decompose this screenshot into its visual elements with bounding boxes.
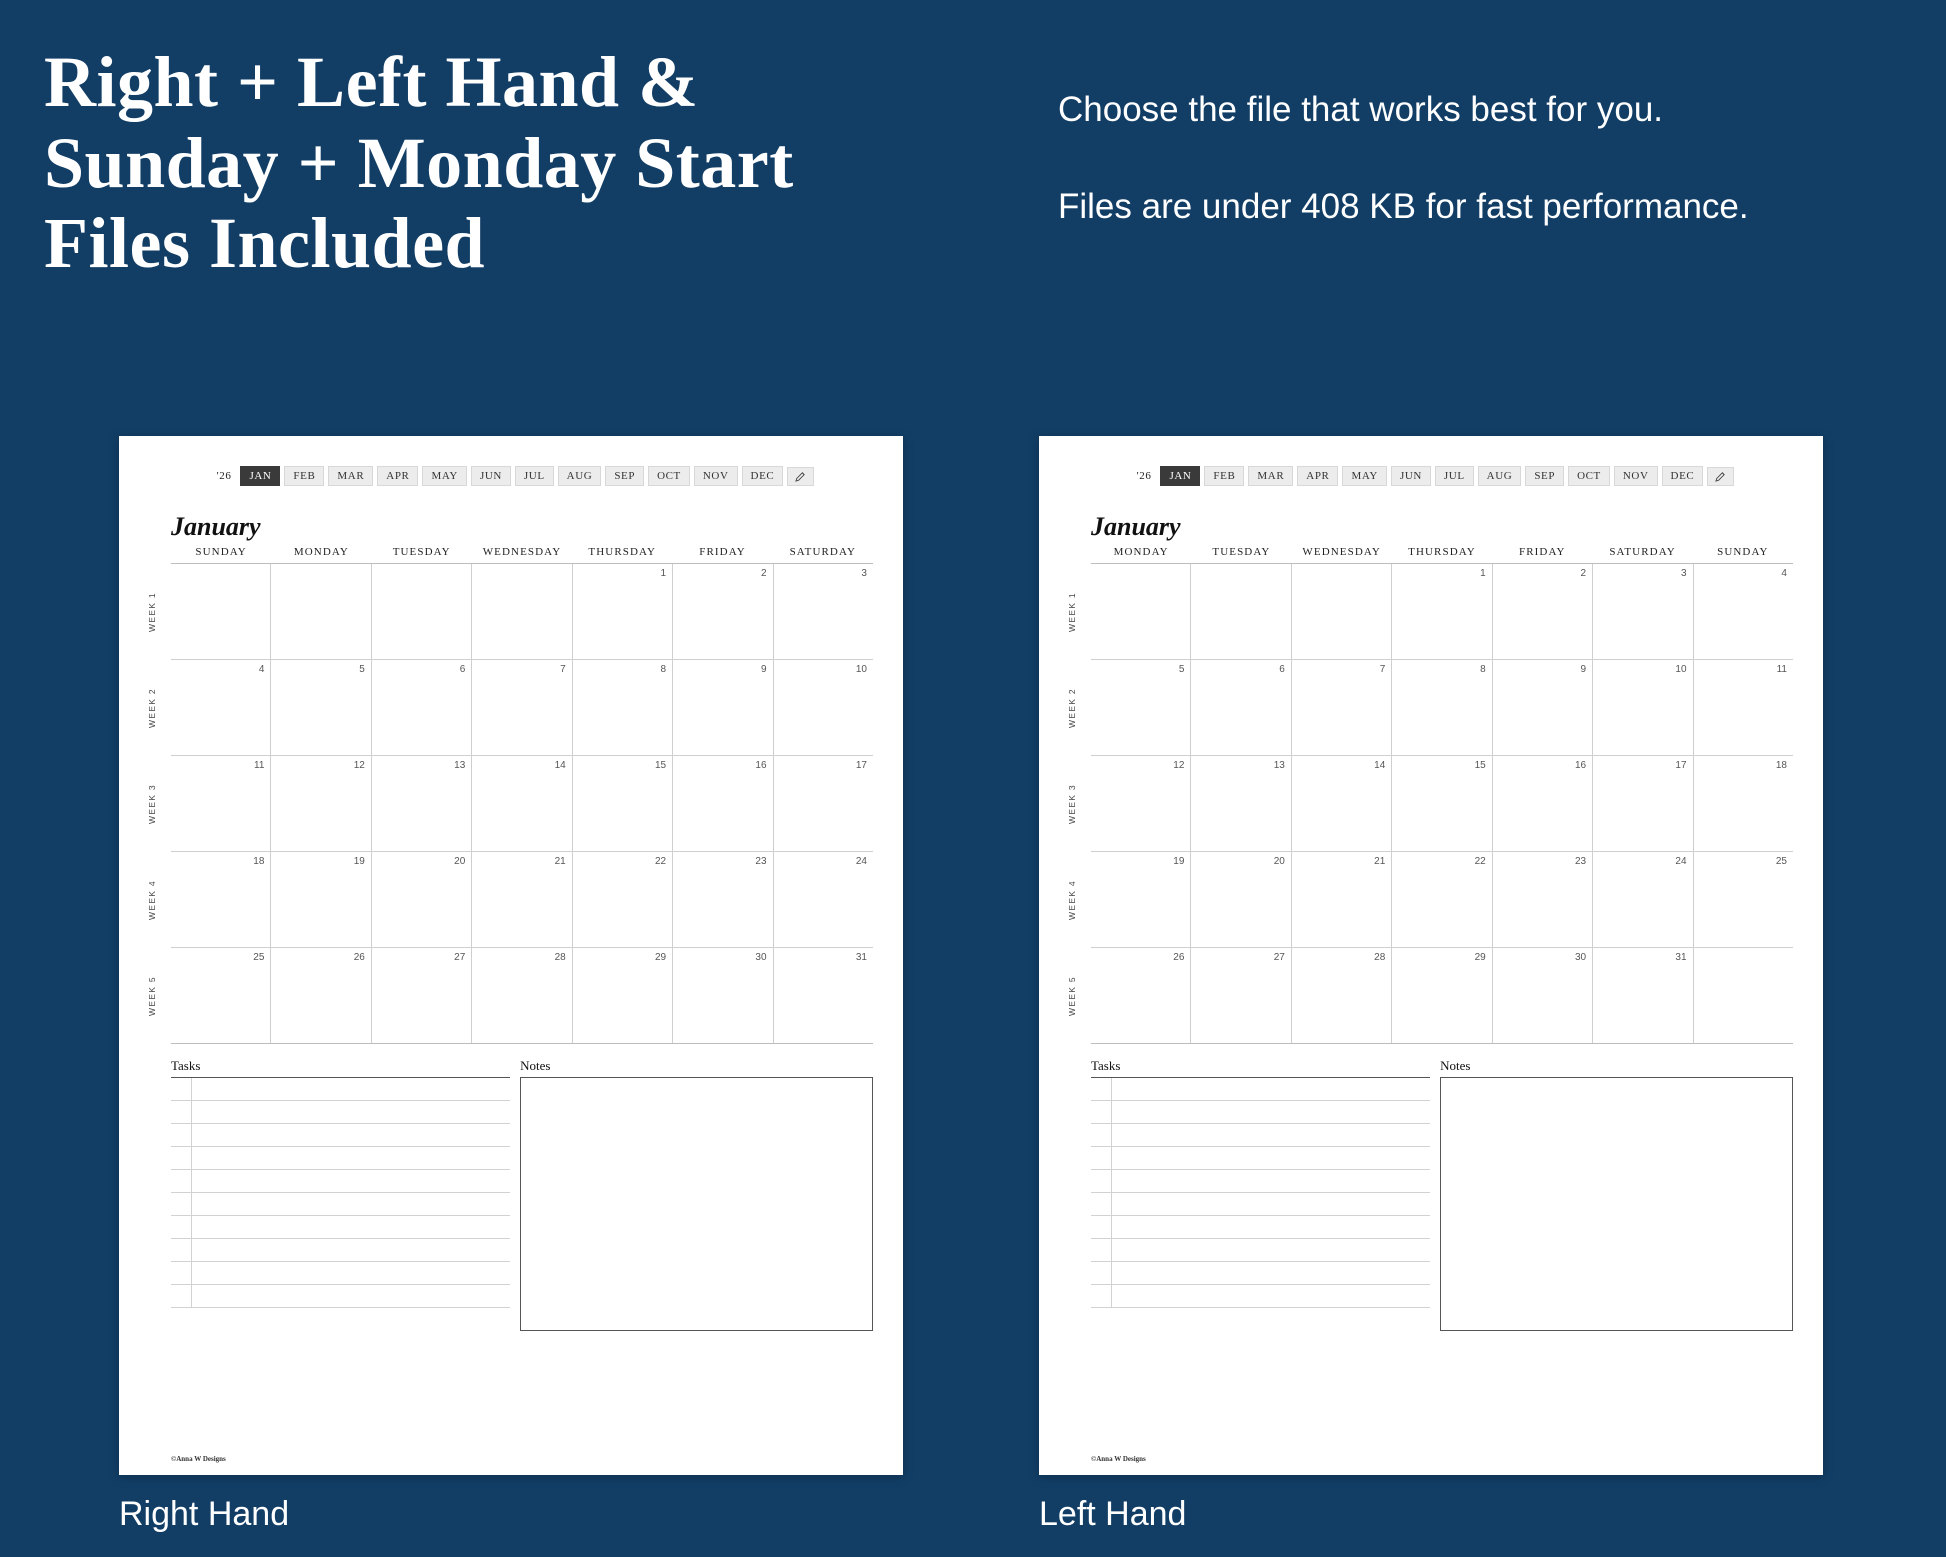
day-cell[interactable] (271, 756, 371, 851)
day-number: 18 (253, 856, 265, 867)
task-line[interactable] (1091, 1101, 1430, 1124)
day-number: 24 (1675, 856, 1687, 867)
day-cell[interactable] (372, 564, 472, 659)
weekday-header-cell: TUESDAY (1212, 546, 1271, 558)
day-cell[interactable] (1694, 948, 1793, 1043)
day-cell[interactable] (1091, 756, 1191, 851)
week-row (1091, 852, 1793, 948)
notes-box[interactable] (1440, 1078, 1793, 1331)
month-tab-jan[interactable]: JAN (1160, 466, 1200, 486)
planner-page-right-hand (119, 436, 903, 1475)
day-cell[interactable] (1694, 852, 1793, 947)
task-line[interactable] (1091, 1193, 1430, 1216)
day-number: 9 (1580, 664, 1587, 675)
tasks-lines[interactable] (1091, 1078, 1430, 1308)
calendar-body-left (1067, 564, 1793, 1044)
subcopy-line-1: Choose the file that works best for you. (1058, 90, 1664, 129)
day-cell[interactable] (171, 564, 271, 659)
day-cell[interactable] (774, 564, 873, 659)
day-number: 24 (855, 856, 867, 867)
caption-right-hand: Right Hand (119, 1495, 290, 1533)
month-title-right: January (171, 512, 261, 541)
day-cell[interactable] (1392, 852, 1492, 947)
month-tab-may[interactable]: MAY (422, 466, 466, 486)
day-number: 18 (1775, 760, 1787, 771)
day-cell[interactable] (774, 660, 873, 755)
day-number: 1 (1480, 568, 1486, 579)
day-number: 12 (1173, 760, 1185, 771)
day-cell[interactable] (573, 756, 673, 851)
month-tab-aug[interactable]: AUG (558, 466, 602, 486)
week-label: WEEK 2 (147, 688, 157, 728)
tasks-label: Tasks (1091, 1058, 1430, 1078)
day-cell[interactable] (1191, 660, 1291, 755)
weekday-header-cell: WEDNESDAY (1302, 546, 1381, 558)
tasks-label: Tasks (171, 1058, 510, 1078)
day-number: 28 (554, 952, 566, 963)
day-cell[interactable] (1392, 564, 1492, 659)
day-cell[interactable] (271, 564, 371, 659)
month-tab-jun[interactable]: JUN (1391, 466, 1431, 486)
month-tab-jun[interactable]: JUN (471, 466, 511, 486)
task-line[interactable] (1091, 1170, 1430, 1193)
day-number: 26 (1173, 952, 1185, 963)
day-number: 14 (554, 760, 566, 771)
week-label: WEEK 4 (147, 880, 157, 920)
month-tab-nov[interactable]: NOV (694, 466, 738, 486)
day-number: 13 (454, 760, 466, 771)
day-cell[interactable] (472, 660, 572, 755)
week-row (171, 948, 873, 1044)
week-label-rail-left (1067, 564, 1089, 1044)
calendar-body-right (147, 564, 873, 1044)
month-tab-jul[interactable]: JUL (515, 466, 554, 486)
weekday-header-right (171, 546, 873, 564)
day-number: 9 (760, 664, 767, 675)
month-tab-apr[interactable]: APR (1297, 466, 1338, 486)
day-number: 5 (1178, 664, 1185, 675)
day-cell[interactable] (1091, 852, 1191, 947)
week-row (171, 564, 873, 660)
day-cell[interactable] (372, 756, 472, 851)
weekday-header-cell: SUNDAY (1717, 546, 1769, 558)
tasks-section (1091, 1058, 1430, 1331)
day-cell[interactable] (1292, 948, 1392, 1043)
day-number: 22 (1474, 856, 1486, 867)
day-cell[interactable] (1292, 564, 1392, 659)
day-cell[interactable] (472, 756, 572, 851)
day-number: 13 (1273, 760, 1285, 771)
day-cell[interactable] (1593, 660, 1693, 755)
day-cell[interactable] (1191, 852, 1291, 947)
page-title (44, 42, 1004, 284)
day-cell[interactable] (1694, 660, 1793, 755)
pen-icon[interactable] (1707, 467, 1734, 486)
task-line[interactable] (1091, 1124, 1430, 1147)
month-tab-apr[interactable]: APR (377, 466, 418, 486)
month-tab-mar[interactable]: MAR (1248, 466, 1293, 486)
day-number: 23 (1574, 856, 1587, 867)
day-number: 14 (1374, 760, 1386, 771)
day-cell[interactable] (1191, 564, 1291, 659)
task-line[interactable] (171, 1124, 510, 1147)
day-number: 8 (660, 664, 667, 675)
day-cell[interactable] (1292, 660, 1392, 755)
notes-section (520, 1058, 873, 1331)
task-line[interactable] (171, 1078, 510, 1101)
day-cell[interactable] (1392, 756, 1492, 851)
task-line[interactable] (1091, 1239, 1430, 1262)
copyright-text: ©Anna W Designs (1091, 1455, 1146, 1463)
week-label-rail-right (147, 564, 169, 1044)
weekday-header-cell: MONDAY (1113, 546, 1169, 558)
day-cell[interactable] (271, 948, 371, 1043)
day-cell[interactable] (673, 948, 773, 1043)
day-cell[interactable] (1593, 756, 1693, 851)
day-number: 27 (454, 952, 466, 963)
day-cell[interactable] (1493, 564, 1593, 659)
day-number: 4 (1781, 568, 1787, 579)
notes-box[interactable] (520, 1078, 873, 1331)
day-cell[interactable] (271, 660, 371, 755)
month-tab-sep[interactable]: SEP (1525, 466, 1564, 486)
day-cell[interactable] (1593, 948, 1693, 1043)
day-number: 20 (454, 856, 466, 867)
month-tab-jan[interactable]: JAN (240, 466, 280, 486)
day-number: 11 (1776, 664, 1787, 675)
day-number: 2 (760, 568, 767, 579)
year-tab[interactable]: '26 (1128, 466, 1157, 486)
day-number: 16 (1574, 760, 1587, 771)
week-label: WEEK 3 (147, 784, 157, 824)
week-label: WEEK 3 (1067, 784, 1077, 824)
weekday-header-cell: SUNDAY (195, 546, 247, 558)
day-number: 5 (359, 664, 365, 675)
month-tab-oct[interactable]: OCT (648, 466, 690, 486)
task-line[interactable] (171, 1101, 510, 1124)
day-number: 21 (554, 856, 566, 867)
week-label: WEEK 1 (147, 592, 157, 632)
week-label: WEEK 4 (1067, 880, 1077, 920)
day-cell[interactable] (774, 756, 873, 851)
day-number: 30 (1574, 952, 1587, 963)
calendar-grid-left (1067, 546, 1793, 1044)
day-number: 11 (254, 760, 265, 771)
day-number: 7 (1379, 664, 1386, 675)
task-line[interactable] (171, 1239, 510, 1262)
weekday-header-cell: FRIDAY (1518, 546, 1566, 558)
day-cell[interactable] (1392, 660, 1492, 755)
day-cell[interactable] (171, 948, 271, 1043)
day-cell[interactable] (1493, 948, 1593, 1043)
notes-label: Notes (1440, 1058, 1793, 1078)
month-tab-aug[interactable]: AUG (1478, 466, 1522, 486)
day-number: 10 (1675, 664, 1687, 675)
week-row (1091, 756, 1793, 852)
weekday-header-cell: THURSDAY (588, 546, 657, 558)
week-label: WEEK 1 (1067, 592, 1077, 632)
day-number: 31 (1675, 952, 1687, 963)
day-number: 15 (654, 760, 667, 771)
month-tab-mar[interactable]: MAR (328, 466, 373, 486)
month-tab-nov[interactable]: NOV (1614, 466, 1658, 486)
pen-icon[interactable] (787, 467, 814, 486)
day-cell[interactable] (774, 852, 873, 947)
month-tab-bar-right[interactable] (143, 466, 879, 486)
task-line[interactable] (1091, 1147, 1430, 1170)
day-number: 29 (654, 952, 667, 963)
headline-line-2: Sunday + Monday Start (44, 122, 794, 203)
day-number: 23 (755, 856, 767, 867)
weekday-header-cell: SATURDAY (1609, 546, 1676, 558)
day-cell[interactable] (673, 756, 773, 851)
day-number: 22 (654, 856, 667, 867)
day-number: 12 (353, 760, 365, 771)
day-cell[interactable] (1694, 756, 1793, 851)
day-number: 1 (660, 568, 667, 579)
day-number: 25 (1775, 856, 1787, 867)
day-cell[interactable] (372, 660, 472, 755)
task-line[interactable] (171, 1170, 510, 1193)
task-line[interactable] (1091, 1216, 1430, 1239)
day-number: 19 (1173, 856, 1185, 867)
day-cell[interactable] (472, 852, 572, 947)
day-cell[interactable] (1593, 852, 1693, 947)
day-number: 25 (253, 952, 265, 963)
week-label: WEEK 2 (1067, 688, 1077, 728)
day-number: 17 (855, 760, 867, 771)
month-tab-dec[interactable]: DEC (1662, 466, 1704, 486)
day-cell[interactable] (673, 852, 773, 947)
weekday-header-cell: WEDNESDAY (482, 546, 562, 558)
week-row (1091, 564, 1793, 660)
day-cell[interactable] (1493, 852, 1593, 947)
planner-page-left-hand (1039, 436, 1823, 1475)
day-number: 8 (1480, 664, 1486, 675)
month-tab-dec[interactable]: DEC (742, 466, 784, 486)
day-cell[interactable] (573, 660, 673, 755)
task-line[interactable] (1091, 1262, 1430, 1285)
day-cell[interactable] (1191, 756, 1291, 851)
week-label: WEEK 5 (1067, 976, 1077, 1016)
week-row (1091, 948, 1793, 1044)
month-tab-feb[interactable]: FEB (284, 466, 324, 486)
day-number: 21 (1374, 856, 1386, 867)
week-row (1091, 660, 1793, 756)
day-cell[interactable] (472, 564, 572, 659)
day-number: 15 (1474, 760, 1486, 771)
caption-left-hand: Left Hand (1039, 1495, 1187, 1533)
task-line[interactable] (1091, 1078, 1430, 1101)
day-cell[interactable] (271, 852, 371, 947)
tasks-lines[interactable] (171, 1078, 510, 1308)
month-tab-may[interactable]: MAY (1342, 466, 1386, 486)
year-tab[interactable]: '26 (208, 466, 237, 486)
day-number: 31 (855, 952, 867, 963)
day-cell[interactable] (372, 948, 472, 1043)
headline-line-3: Files Included (44, 203, 486, 284)
day-cell[interactable] (171, 852, 271, 947)
task-line[interactable] (171, 1216, 510, 1239)
day-number: 16 (755, 760, 767, 771)
day-cell[interactable] (1292, 756, 1392, 851)
week-row (171, 660, 873, 756)
notes-label: Notes (520, 1058, 873, 1078)
weekday-header-cell: FRIDAY (699, 546, 746, 558)
day-number: 20 (1273, 856, 1285, 867)
day-number: 10 (855, 664, 867, 675)
day-cell[interactable] (573, 852, 673, 947)
calendar-grid-right (147, 546, 873, 1044)
day-number: 7 (560, 664, 566, 675)
task-line[interactable] (171, 1193, 510, 1216)
day-cell[interactable] (472, 948, 572, 1043)
week-label: WEEK 5 (147, 976, 157, 1016)
day-number: 6 (459, 664, 466, 675)
day-cell[interactable] (673, 564, 773, 659)
day-number: 28 (1374, 952, 1386, 963)
day-cell[interactable] (1593, 564, 1693, 659)
day-number: 19 (353, 856, 365, 867)
day-cell[interactable] (1694, 564, 1793, 659)
day-cell[interactable] (1091, 660, 1191, 755)
bottom-sections-left (1091, 1058, 1793, 1331)
weekday-header-cell: MONDAY (293, 546, 349, 558)
month-tab-sep[interactable]: SEP (605, 466, 644, 486)
month-tab-oct[interactable]: OCT (1568, 466, 1610, 486)
weekday-header-cell: SATURDAY (789, 546, 857, 558)
day-cell[interactable] (573, 564, 673, 659)
day-cell[interactable] (1091, 564, 1191, 659)
subcopy-line-2: Files are under 408 KB for fast performance. (1058, 187, 1749, 226)
day-cell[interactable] (1091, 948, 1191, 1043)
month-tab-bar-left[interactable] (1063, 466, 1799, 486)
task-line[interactable] (171, 1262, 510, 1285)
task-line[interactable] (171, 1285, 510, 1308)
week-row (171, 756, 873, 852)
month-tab-jul[interactable]: JUL (1435, 466, 1474, 486)
day-cell[interactable] (1493, 660, 1593, 755)
month-tab-feb[interactable]: FEB (1204, 466, 1244, 486)
tasks-section (171, 1058, 510, 1331)
day-cell[interactable] (171, 660, 271, 755)
day-number: 17 (1675, 760, 1687, 771)
day-number: 30 (755, 952, 767, 963)
day-number: 6 (1279, 664, 1285, 675)
copyright-text: ©Anna W Designs (171, 1455, 226, 1463)
day-cell[interactable] (372, 852, 472, 947)
day-number: 3 (1680, 568, 1687, 579)
day-number: 26 (353, 952, 365, 963)
day-cell[interactable] (1191, 948, 1291, 1043)
task-line[interactable] (171, 1147, 510, 1170)
day-number: 27 (1273, 952, 1285, 963)
weekday-header-left (1091, 546, 1793, 564)
task-line[interactable] (1091, 1285, 1430, 1308)
day-cell[interactable] (1292, 852, 1392, 947)
day-cell[interactable] (774, 948, 873, 1043)
day-number: 4 (258, 664, 265, 675)
notes-section (1440, 1058, 1793, 1331)
month-title-left: January (1091, 512, 1181, 541)
day-cell[interactable] (673, 660, 773, 755)
day-number: 29 (1474, 952, 1486, 963)
headline-line-1: Right + Left Hand & (44, 42, 699, 122)
week-row (171, 852, 873, 948)
day-cell[interactable] (1392, 948, 1492, 1043)
day-cell[interactable] (573, 948, 673, 1043)
weekday-header-cell: TUESDAY (392, 546, 451, 558)
day-cell[interactable] (171, 756, 271, 851)
weekday-header-cell: THURSDAY (1408, 546, 1476, 558)
day-number: 2 (1580, 568, 1587, 579)
day-number: 3 (861, 568, 867, 579)
subcopy (1058, 92, 1918, 224)
bottom-sections-right (171, 1058, 873, 1331)
day-cell[interactable] (1493, 756, 1593, 851)
